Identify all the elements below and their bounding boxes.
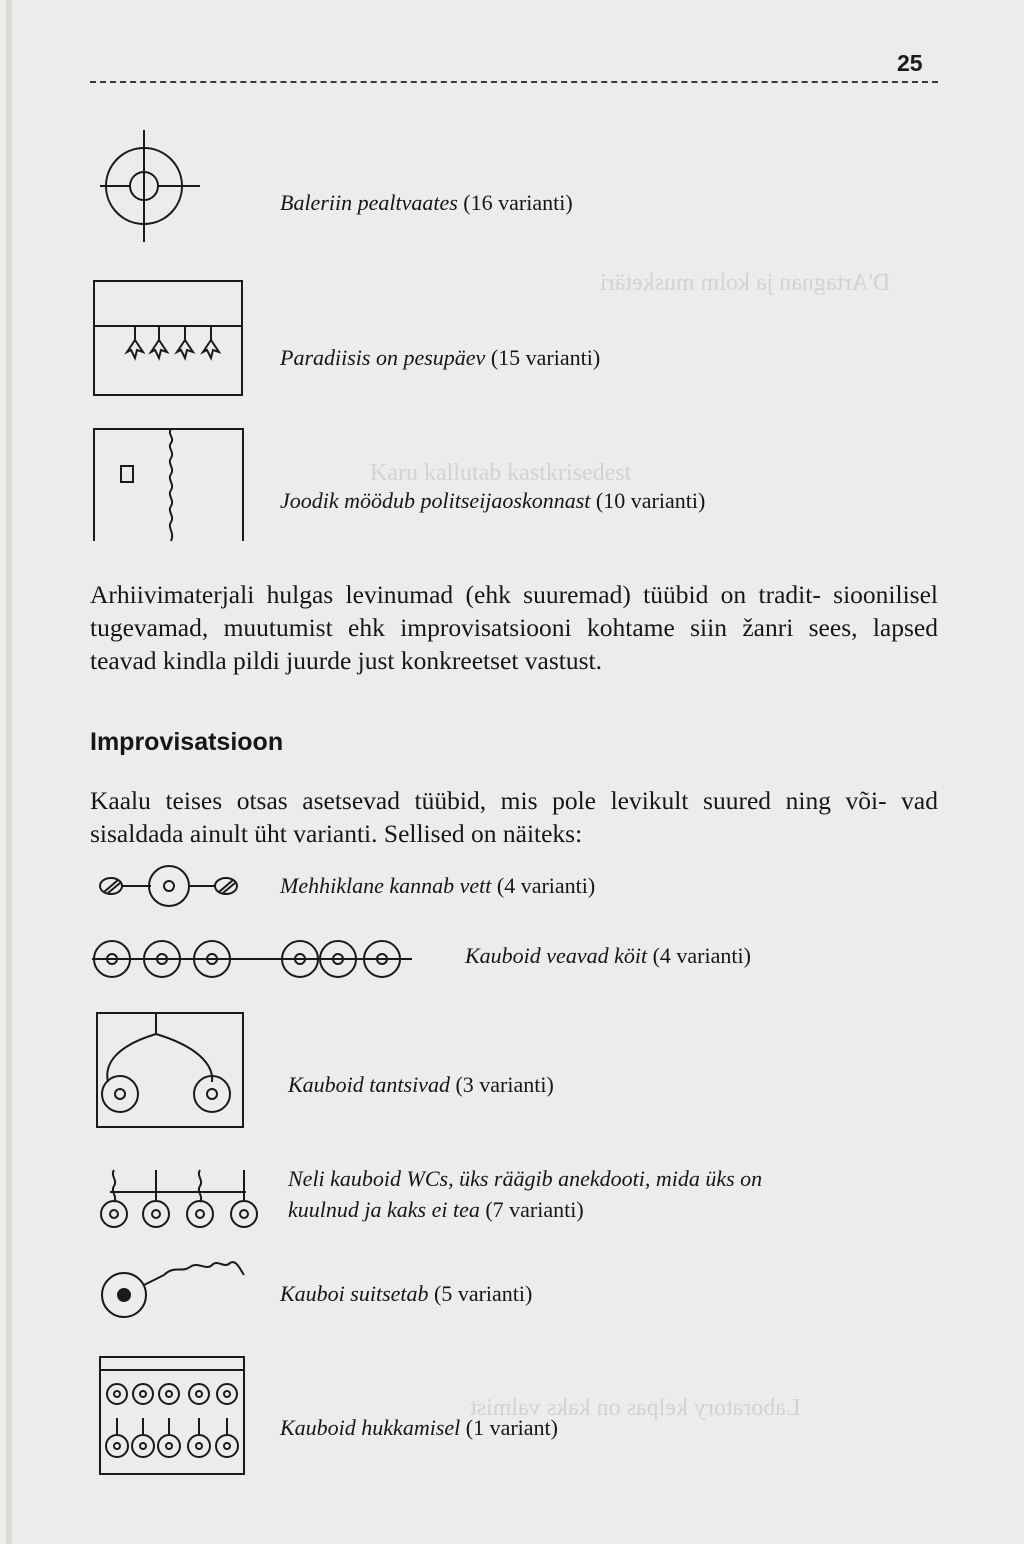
figure-title: Kauboi suitsetab (280, 1281, 429, 1306)
figure-variants: (4 varianti) (652, 943, 751, 968)
figure-caption (280, 1281, 532, 1307)
figure-variants: (15 varianti) (490, 345, 601, 370)
wc-drawing (96, 1168, 266, 1230)
show-through-text: Karu kallutab kastkrisedest (370, 460, 632, 486)
figure-caption (280, 190, 573, 216)
section-heading: Improvisatsioon (90, 728, 284, 756)
figure-title: kuulnud ja kaks ei tea (288, 1197, 480, 1222)
figure-title: Kauboid tantsivad (288, 1072, 450, 1097)
figure-variants: (16 varianti) (463, 190, 573, 215)
execution-drawing (99, 1356, 247, 1476)
ballerina-drawing (100, 120, 240, 250)
figure-variants: (7 varianti) (485, 1197, 584, 1222)
laundry-drawing (93, 280, 245, 398)
show-through-text: Laboratory kelpas on kaks valmist (470, 1395, 801, 1421)
show-through-text: D'Artagnan ja kolm musketäri (600, 270, 891, 296)
paragraph: Arhiivimaterjali hulgas levinumad (ehk suuremad) tüübid on tradit- sioonilisel tugevamad, muutumist ehk improvisatsiooni kohtame siin žanri sees, lapsed teavad kindla pildi juurde just konkreetset vastust. (90, 580, 938, 675)
figure-title: Joodik möödub politseijaoskonnast (280, 488, 591, 513)
figure-caption (280, 345, 600, 371)
figure-caption (288, 1072, 554, 1098)
page-number: 25 (897, 50, 923, 76)
figure-title: Kauboid hukkamisel (280, 1415, 461, 1440)
figure-caption (280, 873, 595, 899)
header-rule (90, 81, 938, 83)
figure-variants: (4 varianti) (496, 873, 596, 898)
figure-variants: (10 varianti) (595, 488, 706, 513)
figure-title: Mehhiklane kannab vett (280, 873, 492, 898)
figure-title: Baleriin pealtvaates (280, 190, 458, 215)
figure-title: Neli kauboid WCs, üks räägib anekdooti, mida üks on (288, 1166, 763, 1191)
paragraph: Kaalu teises otsas asetsevad tüübid, mis pole levikult suured ning või- vad sisaldada ainult üht varianti. Sellised on näiteks: (90, 786, 938, 848)
figure-variants: (1 variant) (465, 1415, 558, 1440)
figure-caption (280, 1415, 558, 1441)
figure-caption (280, 488, 705, 514)
drunk-drawing (93, 428, 245, 543)
rope-pulling-drawing (92, 935, 412, 983)
figure-variants: (3 varianti) (455, 1072, 554, 1097)
smoking-drawing (100, 1255, 250, 1335)
figure-title: Paradiisis on pesupäev (280, 345, 486, 370)
figure-variants: (5 varianti) (434, 1281, 533, 1306)
page-edge (6, 0, 12, 1544)
dancing-drawing (96, 1012, 246, 1130)
mexican-drawing (95, 862, 275, 912)
figure-caption (465, 943, 751, 969)
figure-title: Kauboid veavad köit (465, 943, 648, 968)
figure-caption (288, 1163, 762, 1225)
